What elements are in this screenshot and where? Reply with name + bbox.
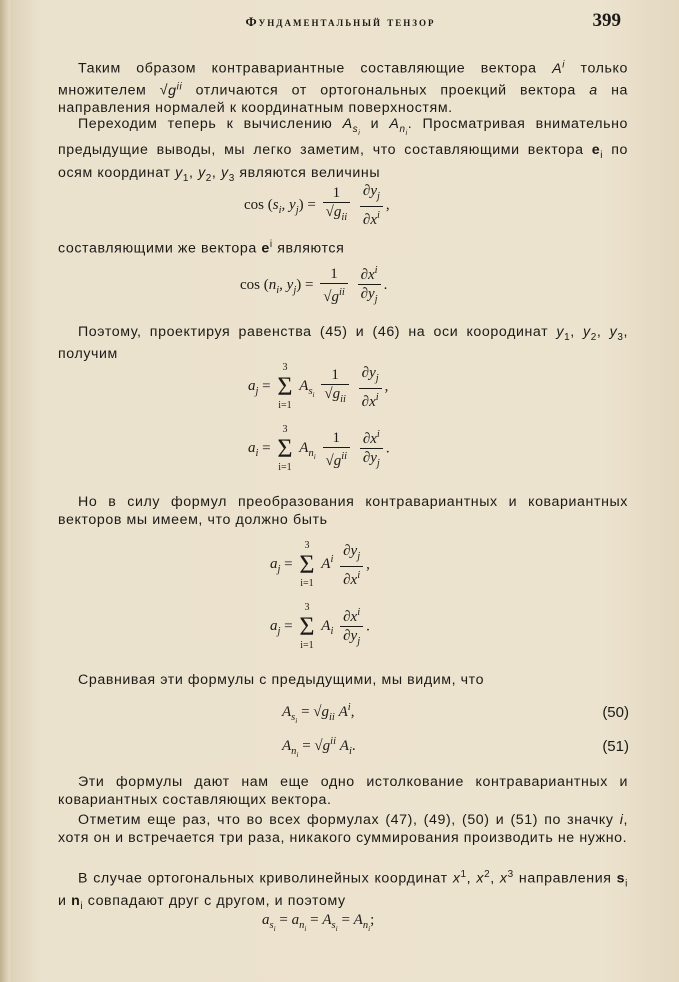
equation-number-51: (51)	[602, 738, 629, 755]
paragraph-3: составляющими же вектора $e^i$ являются	[58, 239, 345, 257]
paragraph-1: Таким образом контравариантные составляющие вектора $A^i$ только множителем $√g^{ii}$ отличаются от ортогональных проекций вектора a на направления нормалей к координатным поверхностям.	[58, 59, 628, 117]
paragraph-4: Поэтому, проектируя равенства (45) и (46) на оси коородинат $y_1$, $y_2$, $y_3$, получим	[58, 324, 628, 363]
paragraph-8: Отметим еще раз, что во всех формулах (47), (49), (50) и (51) по значку i, хотя он и встречается три раза, никакого суммирования производить не нужно.	[58, 812, 628, 846]
running-title: Фундаментальный тензор	[245, 14, 436, 29]
equation-final: $a_{s_i} = a_{n_i} = A_{s_i} = A_{n_i}$;	[262, 912, 375, 934]
paragraph-6: Сравнивая эти формулы с предыдущими, мы видим, что	[78, 672, 485, 688]
paragraph-2: Переходим теперь к вычислению $A_{s_i}$ и $A_{n_i}$. Просматривая внимательно предыдущие выводы, мы легко заметим, что составляющими вектора $e_i$ по осям координат $y_1$, $y_2$, $y_3$ являются величины	[58, 116, 628, 184]
page-spine-shadow	[0, 0, 10, 982]
paragraph-5: Но в силу формул преобразования контравариантных и ковариантных векторов мы имеем, что должно быть	[58, 494, 628, 528]
equation-number-50: (50)	[602, 704, 629, 721]
page-number: 399	[592, 10, 621, 31]
page-header	[60, 10, 621, 34]
paragraph-9: В случае ортогональных криволинейных координат $x^1$, $x^2$, $x^3$ направления $s_i$ и $n_i$ совпадают друг с другом, и поэтому	[58, 869, 628, 912]
equation-cos-n: $\cos (n_i$, $y_j$) = $\frac{1}{√g^{ii}}$ $\frac{\partial x^i}{\partial y_j}$ .	[240, 262, 387, 309]
paragraph-7: Эти формулы дают нам еще одно истолкование контравариантных и ковариантных составляющих вектора.	[58, 774, 628, 808]
equation-cos-s: $\cos (s_i$, $y_j$) = $\frac{1}{√g_{ii}}$ $\frac{\partial y_j}{\partial x^i}$ ,	[244, 183, 390, 228]
equation-aj-sum-Ai-lower: $a_j$ = 3 Σ i=1 $A_i$ $\frac{\partial x^i}{\partial y_j}$ .	[270, 602, 370, 651]
equation-aj-sum-as: $a_j$ = 3 Σ i=1 $A_{s_i}$ $\frac{1}{√g_{ii}}$ $\frac{\partial y_j}{\partial x^i}$ ,	[248, 362, 389, 411]
equation-50: $A_{s_i} = √g_{ii}$ $A^i$,	[282, 702, 355, 726]
equation-51: $A_{n_i} = √g^{ii}$ $A_i$.	[282, 736, 356, 760]
equation-aj-sum-Ai-upper: $a_j$ = 3 Σ i=1 $A^i$ $\frac{\partial y_j}{\partial x^i}$ ,	[270, 540, 370, 589]
equation-aj-sum-an: $a_i$ = 3 Σ i=1 $A_{n_i}$ $\frac{1}{√g^{ii}}$ $\frac{\partial x^i}{\partial y_j}$ .	[248, 424, 390, 473]
